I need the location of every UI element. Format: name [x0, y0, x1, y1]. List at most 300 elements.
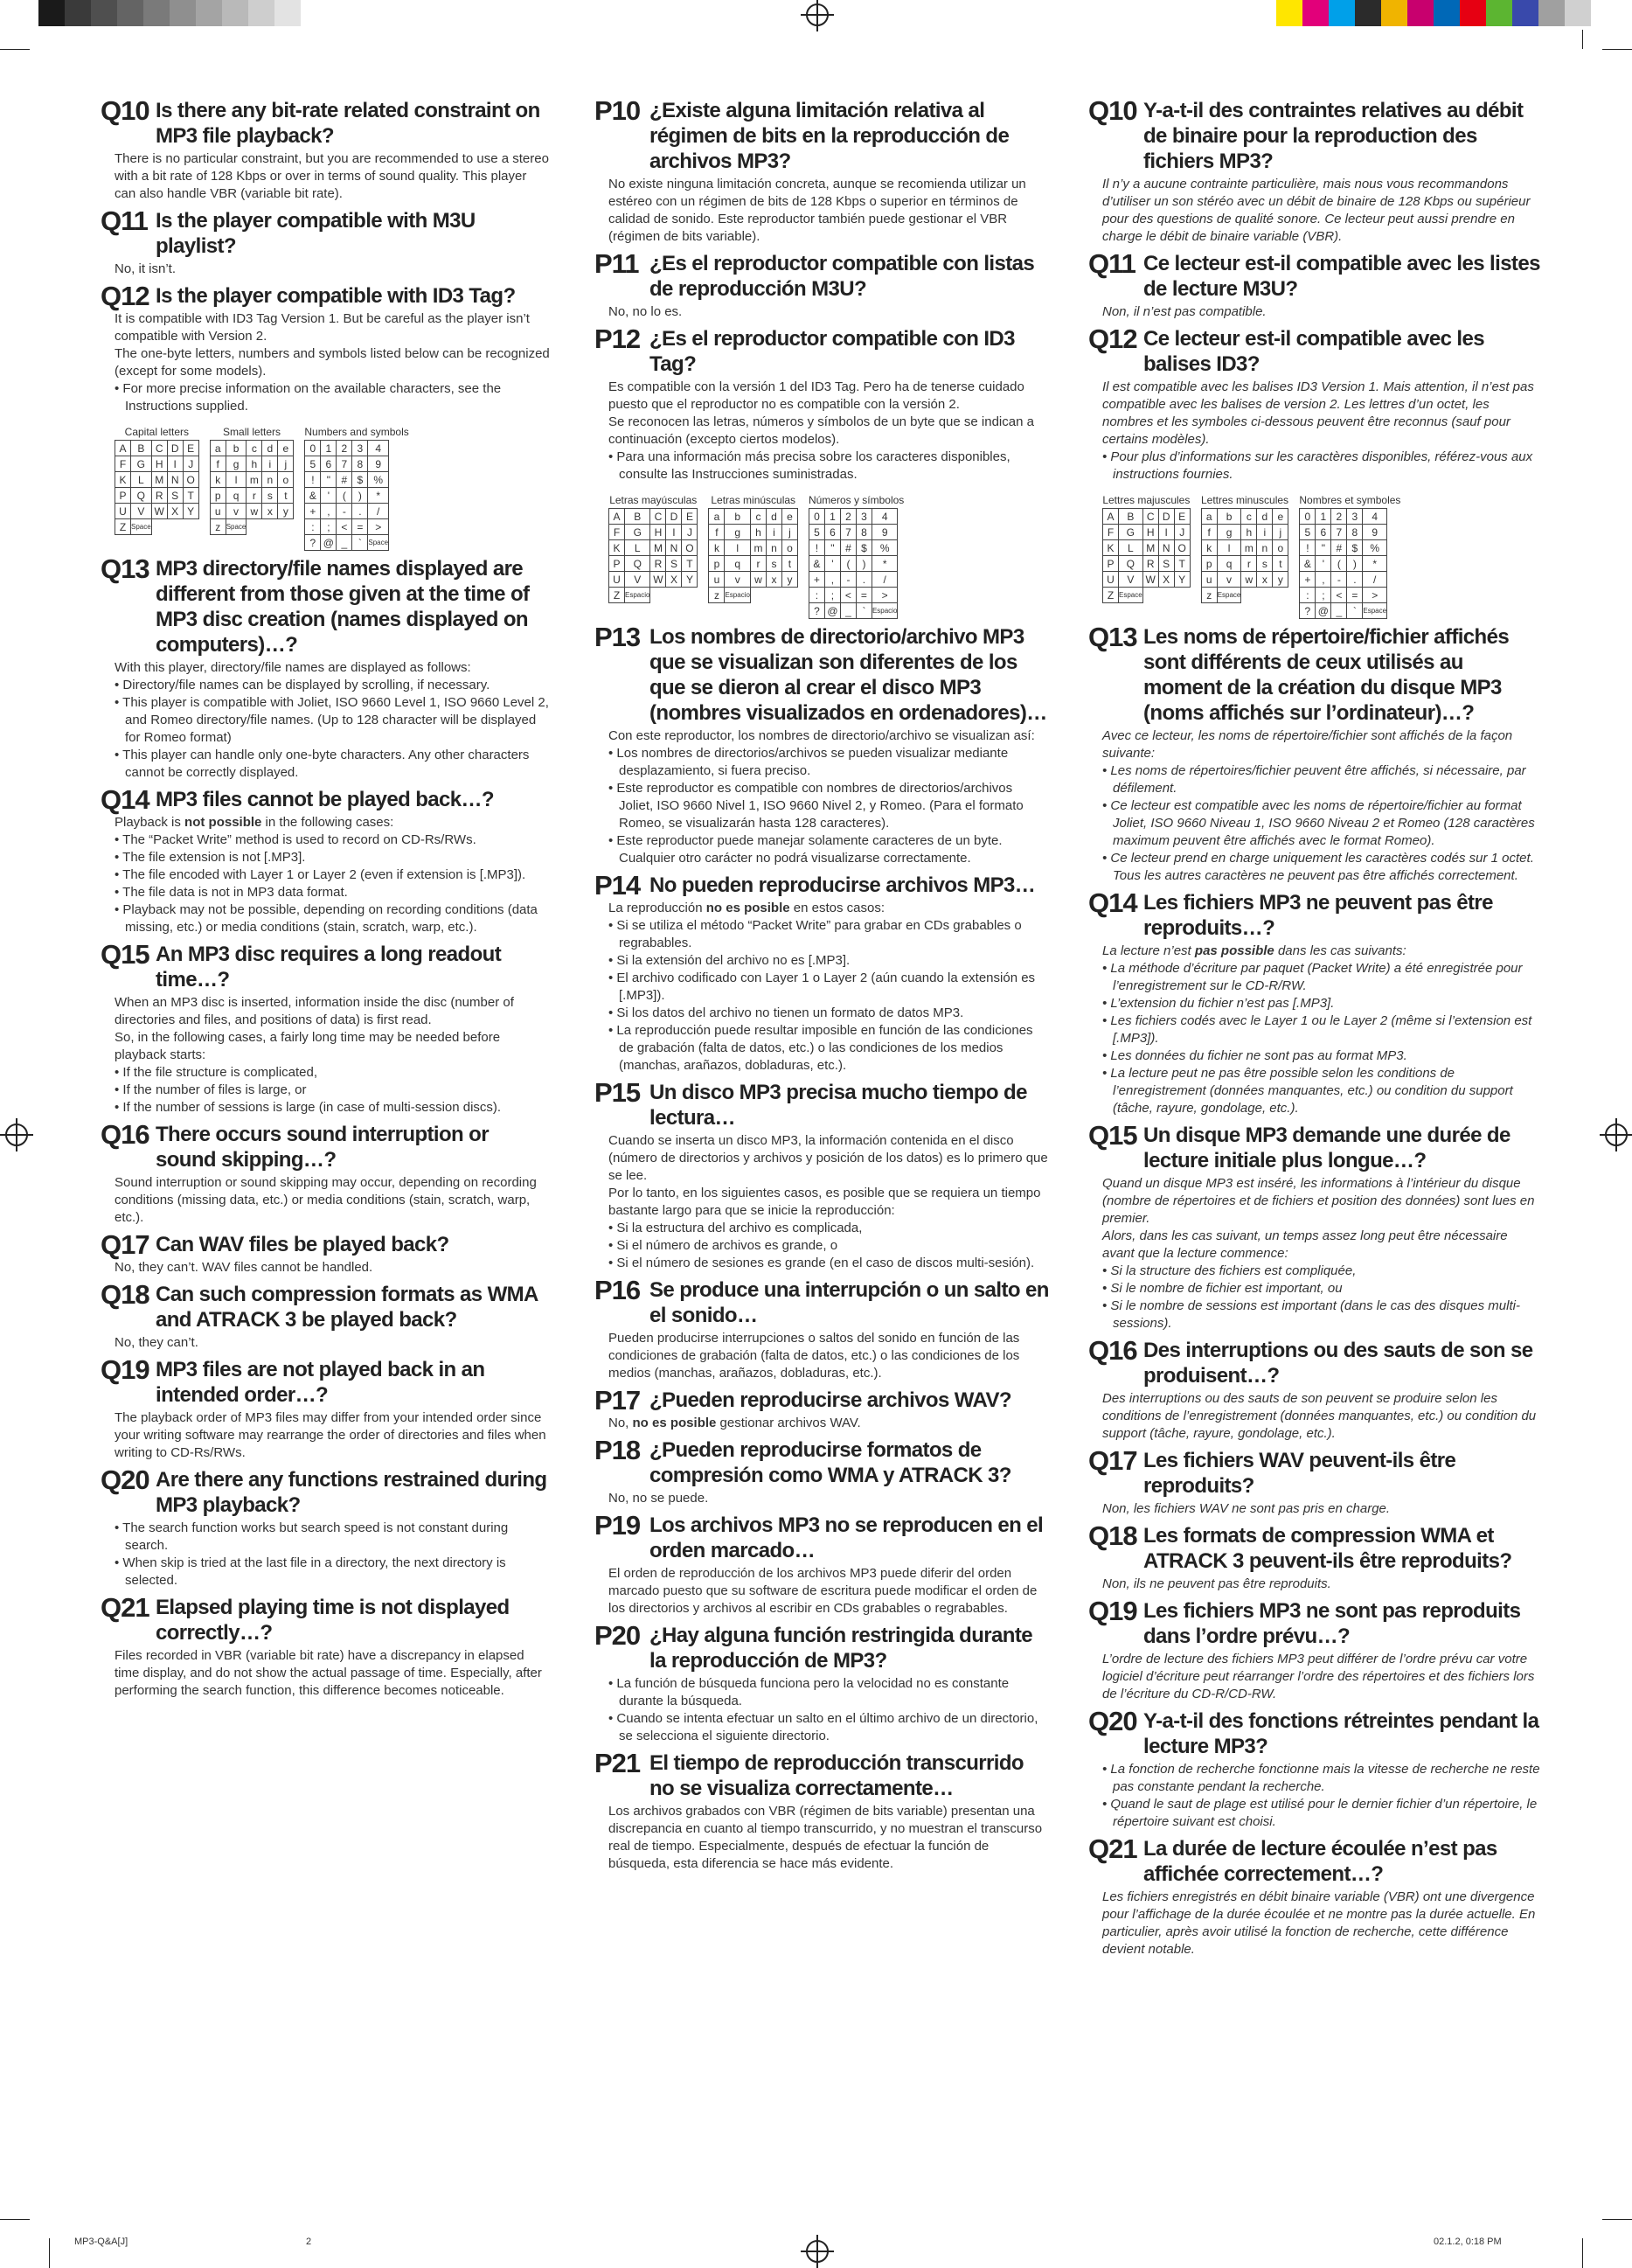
char-cell: %	[872, 540, 897, 556]
char-cell: &	[809, 556, 824, 572]
question-heading	[101, 939, 551, 992]
char-cell: h	[750, 525, 766, 540]
char-cell: ;	[1316, 588, 1331, 603]
char-cell: K	[115, 472, 131, 488]
crop-mark	[49, 2238, 50, 2268]
answer-body	[115, 1334, 551, 1352]
char-cell: j	[1273, 525, 1288, 540]
qa-item	[101, 939, 551, 1117]
char-cell: x	[262, 504, 278, 519]
char-cell: ,	[824, 572, 840, 588]
question-text: ¿Pueden reproducirse formatos de compresión como WMA y ATRACK 3?	[649, 1438, 1011, 1487]
question-number: Q11	[1088, 248, 1135, 279]
char-cell: !	[1300, 540, 1316, 556]
char-cell: m	[750, 540, 766, 556]
char-cell: p	[210, 488, 226, 504]
char-cell: Y	[183, 504, 198, 519]
question-number: Q10	[101, 95, 149, 126]
char-table-small	[708, 494, 797, 619]
answer-bullet: • The file data is not in MP3 data format.	[125, 884, 551, 901]
char-cell: I	[666, 525, 682, 540]
english-column	[101, 95, 551, 1705]
char-cell: V	[131, 504, 152, 519]
char-table-small	[210, 426, 295, 551]
char-cell: 1	[1316, 509, 1331, 525]
answer-bullet: • Si la estructura del archivo es complicada,	[619, 1220, 1049, 1237]
char-cell: _	[840, 603, 856, 619]
answer-paragraph: Se reconocen las letras, números y símbolos de un byte que se indican a continuación (excepto ciertos modelos).	[608, 414, 1034, 447]
answer-bullet: • The search function works but search speed is not constant during search.	[125, 1520, 551, 1555]
char-cell: #	[337, 472, 352, 488]
char-cell: .	[856, 572, 872, 588]
color-swatch	[1565, 0, 1591, 26]
char-cell: N	[167, 472, 183, 488]
char-cell: p	[1201, 556, 1217, 572]
french-column	[1088, 95, 1543, 1964]
question-number: Q13	[101, 553, 149, 584]
answer-bullet: • Si la extensión del archivo no es [.MP3].	[619, 952, 1049, 970]
char-cell: L	[1119, 540, 1143, 556]
question-text: ¿Existe alguna limitación relativa al régimen de bits en la reproducción de archivos MP3?	[649, 99, 1010, 173]
question-heading	[594, 326, 1049, 377]
char-cell: H	[650, 525, 666, 540]
question-heading	[594, 1277, 1049, 1328]
question-heading	[594, 1385, 1049, 1416]
answer-paragraph: No, they can’t. WAV files cannot be handled.	[115, 1260, 373, 1275]
answer-bullet: • Si le nombre de fichier est important, ou	[1113, 1280, 1543, 1297]
question-number: Q16	[1088, 1335, 1137, 1366]
char-cell: t	[1273, 556, 1288, 572]
char-cell: @	[321, 535, 337, 551]
char-cell: a	[1201, 509, 1217, 525]
answer-body	[608, 1675, 1049, 1745]
qa-item	[101, 95, 551, 203]
char-cell: n	[1257, 540, 1273, 556]
answer-bullet: • When skip is tried at the last file in a directory, the next directory is selected.	[125, 1555, 551, 1590]
question-text: MP3 directory/file names displayed are different from those given at the time of MP3 disc creation (names displayed on computers)…?	[156, 557, 530, 657]
question-number: Q21	[101, 1592, 149, 1623]
color-swatch	[1538, 0, 1565, 26]
char-cell: U	[609, 572, 625, 588]
char-cell: C	[650, 509, 666, 525]
qa-item	[594, 248, 1049, 321]
answer-body	[608, 379, 1049, 484]
question-heading	[594, 1620, 1049, 1673]
char-cell: v	[226, 504, 247, 519]
char-table-title: Numbers and symbols	[304, 426, 409, 438]
question-text: An MP3 disc requires a long readout time…?	[156, 943, 502, 991]
char-cell: V	[625, 572, 650, 588]
question-number: Q18	[101, 1279, 149, 1310]
char-cell: >	[872, 588, 897, 603]
char-cell: $	[1347, 540, 1363, 556]
char-cell: ?	[1300, 603, 1316, 619]
answer-paragraph: Sound interruption or sound skipping may occur, depending on recording conditions (missing data, etc.) or media conditions (stain, scratch, warp, etc.).	[115, 1175, 537, 1225]
char-cell: t	[278, 488, 294, 504]
answer-paragraph: Pueden producirse interrupciones o saltos del sonido en función de las condiciones de grabación (falta de datos, etc.) o las condiciones de los medios (manchas, arañazos, dobladuras, etc.).	[608, 1331, 1020, 1381]
qa-item	[594, 870, 1049, 1075]
char-cell: 8	[856, 525, 872, 540]
answer-bullet: • Este reproductor es compatible con nombres de directorios/archivos Joliet, ISO 9660 Nivel 1, ISO 9660 Nivel 2, y Romeo. (Para el formato Romeo, se visualizarán hasta 128 caracteres).	[619, 780, 1049, 832]
char-cell: l	[1217, 540, 1241, 556]
char-cell: e	[781, 509, 797, 525]
question-number: Q20	[101, 1464, 149, 1495]
char-cell	[650, 588, 666, 603]
qa-item	[101, 1592, 551, 1700]
crop-mark	[1582, 30, 1583, 49]
question-text: Y-a-t-il des contraintes relatives au débit de binaire pour la reproduction des fichiers MP3?	[1143, 99, 1524, 173]
char-cell: Espace	[1217, 588, 1241, 603]
answer-bullet: • La reproducción puede resultar imposible en función de las condiciones de grabación (falta de datos, etc.) o las condiciones de los medios (manchas, arañazos, dobladuras, etc.).	[619, 1022, 1049, 1075]
answer-body	[608, 1565, 1049, 1618]
answer-body	[608, 1415, 1049, 1432]
char-cell: z	[210, 519, 226, 535]
char-cell: %	[368, 472, 389, 488]
answer-body	[1102, 379, 1543, 484]
question-heading	[1088, 1833, 1543, 1887]
answer-body	[115, 994, 551, 1117]
char-cell: *	[1363, 556, 1387, 572]
char-cell: `	[1347, 603, 1363, 619]
question-heading	[101, 1354, 551, 1408]
question-number: Q17	[1088, 1445, 1137, 1476]
char-table-title: Letras mayúsculas	[609, 494, 698, 506]
crop-mark	[0, 49, 30, 50]
char-cell: S	[167, 488, 183, 504]
char-cell: W	[650, 572, 666, 588]
char-cell: e	[1273, 509, 1288, 525]
char-cell: r	[247, 488, 262, 504]
char-cell: Espacio	[872, 603, 897, 619]
char-cell: a	[709, 509, 725, 525]
answer-bullet: • La función de búsqueda funciona pero la velocidad no es constante durante la búsqueda.	[619, 1675, 1049, 1710]
question-heading	[101, 95, 551, 149]
answer-paragraph: Playback is not possible in the following cases:	[115, 815, 394, 830]
char-cell	[1174, 588, 1190, 603]
answer-paragraph: When an MP3 disc is inserted, information inside the disc (number of directories and files, and positions of data) is first read.	[115, 995, 514, 1027]
char-cell: E	[183, 441, 198, 456]
char-cell: W	[151, 504, 167, 519]
char-cell: i	[1257, 525, 1273, 540]
char-cell: <	[337, 519, 352, 535]
char-cell: !	[305, 472, 321, 488]
question-text: Elapsed playing time is not displayed correctly…?	[156, 1596, 510, 1645]
char-cell: 3	[1347, 509, 1363, 525]
char-cell: .	[352, 504, 368, 519]
question-text: Les formats de compression WMA et ATRACK 3 peuvent-ils être reproduits?	[1143, 1524, 1512, 1573]
question-heading	[101, 1279, 551, 1332]
question-number: Q10	[1088, 95, 1137, 126]
char-cell: >	[368, 519, 389, 535]
char-cell: I	[1158, 525, 1174, 540]
answer-paragraph: No existe ninguna limitación concreta, aunque se recomienda utilizar un estéreo con un régimen de bits de 128 Kbps o superior en términos de calidad de sonido. Este reproductor también puede gestionar el VBR (régimen de bits variable).	[608, 177, 1026, 244]
answer-bullet: • This player can handle only one-byte characters. Any other characters cannot be correctly displayed.	[125, 747, 551, 782]
char-cell: P	[609, 556, 625, 572]
question-heading	[101, 1592, 551, 1645]
char-cell: >	[1363, 588, 1387, 603]
char-cell: <	[840, 588, 856, 603]
char-table-num	[809, 494, 904, 619]
color-swatch	[222, 0, 248, 26]
answer-body	[1102, 1651, 1543, 1703]
question-number: P19	[594, 1510, 641, 1541]
question-text: There occurs sound interruption or sound skipping…?	[156, 1123, 489, 1172]
question-number: Q13	[1088, 622, 1137, 652]
char-cell: w	[247, 504, 262, 519]
question-text: Y-a-t-il des fonctions rétreintes pendant la lecture MP3?	[1143, 1709, 1539, 1758]
char-cell: x	[766, 572, 781, 588]
char-cell: B	[131, 441, 152, 456]
crop-mark	[1602, 2219, 1632, 2220]
char-cell: 9	[1363, 525, 1387, 540]
color-swatch	[248, 0, 274, 26]
crop-mark	[1602, 49, 1632, 50]
question-text: Se produce una interrupción o un salto en el sonido…	[649, 1278, 1049, 1327]
question-text: Is the player compatible with ID3 Tag?	[156, 284, 516, 308]
char-cell: w	[750, 572, 766, 588]
question-heading	[594, 870, 1049, 901]
char-cell: &	[1300, 556, 1316, 572]
answer-body	[608, 1132, 1049, 1272]
char-cell: 6	[1316, 525, 1331, 540]
question-heading	[1088, 1598, 1543, 1649]
question-heading	[1088, 1520, 1543, 1574]
char-cell: ?	[809, 603, 824, 619]
question-text: Are there any functions restrained during MP3 playback?	[156, 1468, 547, 1517]
qa-item	[1088, 95, 1543, 246]
char-cell: M	[151, 472, 167, 488]
char-cell	[1142, 588, 1158, 603]
answer-body	[1102, 1576, 1543, 1593]
char-cell: T	[682, 556, 698, 572]
answer-bullet: • If the number of files is large, or	[125, 1082, 551, 1099]
char-cell: d	[766, 509, 781, 525]
char-cell: D	[666, 509, 682, 525]
question-text: Un disque MP3 demande une durée de lecture initiale plus longue…?	[1143, 1124, 1510, 1172]
answer-bullet: • This player is compatible with Joliet, ISO 9660 Level 1, ISO 9660 Level 2, and Romeo directory/file names. (Up to 128 character will be displayed for Romeo format)	[125, 694, 551, 747]
char-cell	[766, 588, 781, 603]
char-cell: X	[167, 504, 183, 519]
char-cell: W	[1142, 572, 1158, 588]
answer-paragraph: The playback order of MP3 files may differ from your intended order since your writing software may rearrange the order of directories and files when writing to CD-Rs/RWs.	[115, 1410, 546, 1460]
char-cell: g	[1217, 525, 1241, 540]
answer-paragraph: No, they can’t.	[115, 1335, 198, 1350]
question-heading	[594, 1437, 1049, 1488]
question-heading	[101, 1464, 551, 1518]
answer-paragraph: Por lo tanto, en los siguientes casos, es posible que se requiera un tiempo bastante largo para que se inicie la reproducción:	[608, 1186, 1041, 1218]
char-cell: O	[682, 540, 698, 556]
question-number: P13	[594, 622, 641, 652]
question-text: ¿Hay alguna función restringida durante la reproducción de MP3?	[649, 1624, 1032, 1673]
question-number: Q20	[1088, 1706, 1137, 1736]
qa-item	[594, 95, 1049, 246]
question-text: Les fichiers MP3 ne sont pas reproduits dans l’ordre prévu…?	[1143, 1599, 1521, 1648]
char-cell: I	[167, 456, 183, 472]
char-cell: Space	[226, 519, 247, 535]
answer-body	[115, 814, 551, 936]
qa-item	[1088, 624, 1543, 885]
char-cell: 1	[321, 441, 337, 456]
question-number: Q16	[101, 1119, 149, 1150]
question-heading	[1088, 248, 1543, 302]
answer-body	[608, 1330, 1049, 1382]
char-cell: X	[1158, 572, 1174, 588]
question-number: P11	[594, 248, 639, 279]
char-cell: s	[766, 556, 781, 572]
question-number: P18	[594, 1435, 641, 1465]
char-cell: *	[872, 556, 897, 572]
char-cell: N	[666, 540, 682, 556]
qa-item	[594, 1510, 1049, 1618]
registration-mark-bottom	[806, 2240, 829, 2263]
char-cell: C	[151, 441, 167, 456]
char-cell: i	[766, 525, 781, 540]
char-cell: U	[1103, 572, 1119, 588]
question-text: Can such compression formats as WMA and ATRACK 3 be played back?	[156, 1283, 538, 1332]
question-text: MP3 files cannot be played back…?	[156, 788, 494, 811]
char-cell: Y	[1174, 572, 1190, 588]
char-cell: M	[650, 540, 666, 556]
char-cell: C	[1142, 509, 1158, 525]
answer-body	[115, 1259, 551, 1277]
question-text: Un disco MP3 precisa mucho tiempo de lectura…	[649, 1081, 1027, 1130]
question-number: Q14	[1088, 887, 1137, 918]
char-cell: Q	[625, 556, 650, 572]
color-swatch	[91, 0, 117, 26]
char-cell	[750, 588, 766, 603]
char-cell: 0	[809, 509, 824, 525]
answer-bullet: • Este reproductor puede manejar solamente caracteres de un byte. Cualquier otro carácter no podrá visualizarse correctamente.	[619, 832, 1049, 867]
answer-bullet: • Si la structure des fichiers est compliquée,	[1113, 1263, 1543, 1280]
char-cell: k	[1201, 540, 1217, 556]
qa-item	[101, 205, 551, 278]
qa-item	[1088, 1335, 1543, 1443]
char-cell: T	[1174, 556, 1190, 572]
answer-paragraph: Avec ce lecteur, les noms de répertoire/fichier sont affichés de la façon suivante:	[1102, 728, 1513, 761]
color-swatch	[143, 0, 170, 26]
color-swatch	[1329, 0, 1355, 26]
question-number: Q15	[101, 939, 149, 970]
char-cell: Y	[682, 572, 698, 588]
answer-bullet: • If the file structure is complicated,	[125, 1064, 551, 1082]
question-number: Q18	[1088, 1520, 1137, 1551]
answer-body	[1102, 303, 1543, 321]
qa-item	[594, 1620, 1049, 1745]
char-table-title: Small letters	[223, 426, 281, 438]
char-table-title: Capital letters	[124, 426, 190, 438]
answer-paragraph: So, in the following cases, a fairly long time may be needed before playback starts:	[115, 1030, 501, 1062]
question-heading	[594, 248, 1049, 302]
char-cell: 1	[824, 509, 840, 525]
char-cell: w	[1241, 572, 1257, 588]
char-cell: a	[210, 441, 226, 456]
char-cell	[278, 519, 294, 535]
char-cell: y	[1273, 572, 1288, 588]
color-swatch	[1486, 0, 1512, 26]
answer-paragraph: With this player, directory/file names are displayed as follows:	[115, 660, 471, 675]
char-cell: #	[1331, 540, 1347, 556]
question-number: Q12	[1088, 324, 1137, 354]
char-cell: D	[167, 441, 183, 456]
char-table-title: Números y símbolos	[808, 494, 905, 506]
question-text: Is the player compatible with M3U playlist?	[156, 209, 476, 258]
char-cell: :	[1300, 588, 1316, 603]
char-cell: r	[1241, 556, 1257, 572]
qa-item	[594, 624, 1049, 867]
answer-body	[115, 1647, 551, 1700]
char-cell: y	[781, 572, 797, 588]
char-cell: K	[609, 540, 625, 556]
char-cell: G	[1119, 525, 1143, 540]
question-text: Les fichiers WAV peuvent-ils être reproduits?	[1143, 1449, 1456, 1498]
char-cell: X	[666, 572, 682, 588]
qa-item	[101, 1119, 551, 1227]
char-cell: @	[1316, 603, 1331, 619]
question-number: P21	[594, 1748, 641, 1778]
char-cell: )	[856, 556, 872, 572]
question-text: Ce lecteur est-il compatible avec les balises ID3?	[1143, 327, 1484, 376]
char-cell: N	[1158, 540, 1174, 556]
char-cell: Space	[368, 535, 389, 551]
qa-item	[1088, 1598, 1543, 1703]
question-heading	[101, 205, 551, 259]
answer-body	[1102, 176, 1543, 246]
character-tables	[1102, 494, 1543, 619]
question-number: Q11	[101, 205, 148, 236]
char-cell: 4	[1363, 509, 1387, 525]
char-table-title: Lettres minuscules	[1201, 494, 1289, 506]
char-cell: u	[210, 504, 226, 519]
answer-body	[115, 659, 551, 782]
char-cell: G	[131, 456, 152, 472]
char-cell: Space	[131, 519, 152, 535]
char-cell: h	[1241, 525, 1257, 540]
char-cell	[1241, 588, 1257, 603]
char-cell: .	[1347, 572, 1363, 588]
char-cell: /	[1363, 572, 1387, 588]
char-cell: +	[809, 572, 824, 588]
answer-bullet: • Quand le saut de plage est utilisé pour le dernier fichier d’un répertoire, le répertoire suivant est choisi.	[1113, 1796, 1543, 1831]
answer-bullet: • L’extension du fichier n’est pas [.MP3].	[1113, 995, 1543, 1012]
char-cell: P	[1103, 556, 1119, 572]
question-text: ¿Pueden reproducirse archivos WAV?	[649, 1388, 1011, 1412]
color-swatch	[1355, 0, 1381, 26]
char-cell: H	[1142, 525, 1158, 540]
char-cell: j	[278, 456, 294, 472]
answer-bullet: • Ce lecteur prend en charge uniquement les caractères codés sur 1 octet. Tous les autres caractères ne peuvent pas être affichés correctement.	[1113, 850, 1543, 885]
answer-body	[115, 1520, 551, 1590]
char-cell: :	[305, 519, 321, 535]
char-cell: K	[1103, 540, 1119, 556]
char-cell: h	[247, 456, 262, 472]
char-cell: (	[840, 556, 856, 572]
char-cell: U	[115, 504, 131, 519]
answer-paragraph: Files recorded in VBR (variable bit rate) have a discrepancy in elapsed time display, and do not show the actual passage of time. Especially, after performing the search function, this difference becomes noticeable.	[115, 1648, 542, 1698]
question-text: Can WAV files be played back?	[156, 1233, 449, 1256]
char-cell: *	[368, 488, 389, 504]
answer-body	[608, 900, 1049, 1075]
char-cell: j	[781, 525, 797, 540]
answer-paragraph: No, no es posible gestionar archivos WAV.	[608, 1416, 861, 1430]
char-cell: Espacio	[725, 588, 750, 603]
color-swatch	[301, 0, 327, 26]
answer-body	[115, 1409, 551, 1462]
char-cell: J	[682, 525, 698, 540]
char-cell: B	[1119, 509, 1143, 525]
answer-paragraph: Cuando se inserta un disco MP3, la información contenida en el disco (número de directorios y archivos y posición de los datos) es lo primero que se lee.	[608, 1133, 1048, 1183]
question-text: ¿Es el reproductor compatible con ID3 Tag?	[649, 327, 1015, 376]
char-cell: G	[625, 525, 650, 540]
